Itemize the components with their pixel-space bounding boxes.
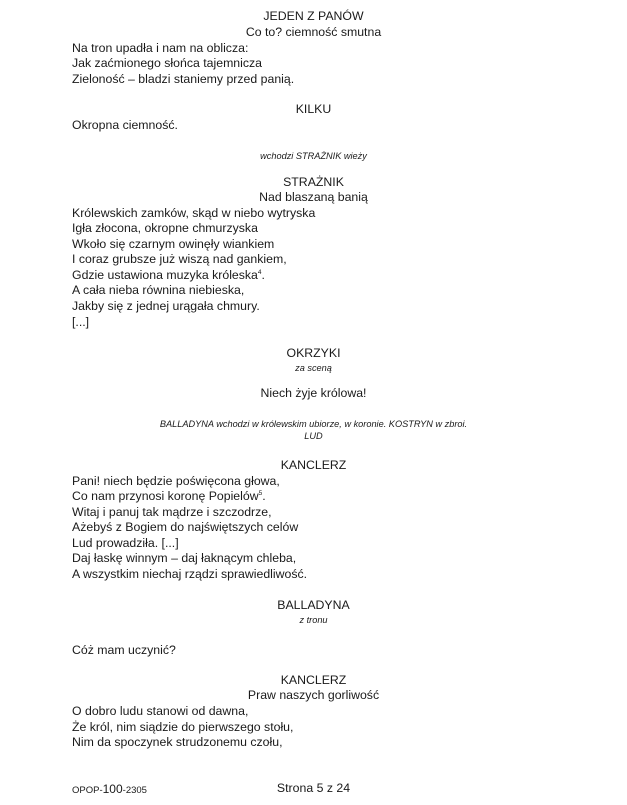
verse-line-centered: Praw naszych gorliwość <box>247 688 380 702</box>
speaker-name: JEDEN Z PANÓW <box>263 9 364 23</box>
verse-line: Cóż mam uczynić? <box>72 643 176 657</box>
verse-line: Igła złocona, okropne chmurzyska <box>72 221 258 235</box>
footnote-marker[interactable]: 4 <box>257 269 262 276</box>
verse-line: Królewskich zamków, skąd w niebo wytryska <box>72 206 316 220</box>
verse-line: O dobro ludu stanowi od dawna, <box>72 704 249 718</box>
stage-direction: z tronu <box>299 615 328 625</box>
verse-line: Pani! niech będzie poświęcona głowa, <box>72 474 280 488</box>
verse-line-centered: Niech żyje królowa! <box>260 386 367 400</box>
speaker-name: KILKU <box>295 102 332 116</box>
punctuation: . <box>262 489 266 503</box>
page-number: Strona 5 z 24 <box>276 781 351 795</box>
verse-line <box>72 268 265 283</box>
verse-line: Że król, nim siądzie do pierwszego stołu, <box>72 720 294 734</box>
verse-line <box>72 489 266 504</box>
stage-direction: wchodzi STRAŻNIK wieży <box>260 151 367 161</box>
speaker-name: KANCLERZ <box>280 458 347 472</box>
verse-text: Co nam przynosi koronę Popielów <box>72 489 259 503</box>
verse-line: Jak zaćmionego słońca tajemnicza <box>72 56 263 70</box>
verse-line: Okropna ciemność. <box>72 118 178 132</box>
speaker-name: STRAŻNIK <box>283 175 344 189</box>
code-suffix: -2305 <box>122 785 147 796</box>
stage-direction: BALLADYNA wchodzi w królewskim ubiorze, w koronie. KOSTRYN w zbroi. <box>159 419 468 429</box>
stage-direction: LUD <box>304 431 323 441</box>
verse-line: Zieloność – bladzi staniemy przed panią. <box>72 72 295 86</box>
verse-line: Ażebyś z Bogiem do najświętszych celów <box>72 520 299 534</box>
footnote-marker[interactable]: 5 <box>258 490 263 497</box>
verse-line: Na tron upadła i nam na oblicza: <box>72 41 249 55</box>
verse-line: Lud prowadziła. [...] <box>72 536 179 550</box>
verse-line: A cała nieba równina niebieska, <box>72 283 245 297</box>
verse-line: A wszystkim niechaj rządzi sprawiedliwość. <box>72 567 308 581</box>
verse-line: Witaj i panuj tak mądrze i szczodrze, <box>72 505 272 519</box>
speaker-name: BALLADYNA <box>277 598 350 612</box>
punctuation: . <box>261 268 265 282</box>
code-number: 100 <box>102 782 123 796</box>
verse-line: Jakby się z jednej urągała chmury. <box>72 299 260 313</box>
verse-line: [...] <box>72 315 90 329</box>
verse-text: Gdzie ustawiona muzyka króleska <box>72 268 258 282</box>
stage-direction: za sceną <box>295 363 332 373</box>
verse-line: I coraz grubsze już wiszą nad gankiem, <box>72 252 287 266</box>
verse-line: Daj łaskę winnym – daj łaknącym chleba, <box>72 551 297 565</box>
verse-line-centered: Co to? ciemność smutna <box>245 25 382 39</box>
verse-line: Nim da spoczynek strudzonemu czołu, <box>72 735 283 749</box>
code-prefix: OPOP- <box>72 785 103 796</box>
verse-line-centered: Nad blaszaną banią <box>259 190 368 204</box>
speaker-name: KANCLERZ <box>280 673 347 687</box>
speaker-name: OKRZYKI <box>286 346 341 360</box>
verse-line: Wkoło się czarnym owinęły wiankiem <box>72 237 275 251</box>
